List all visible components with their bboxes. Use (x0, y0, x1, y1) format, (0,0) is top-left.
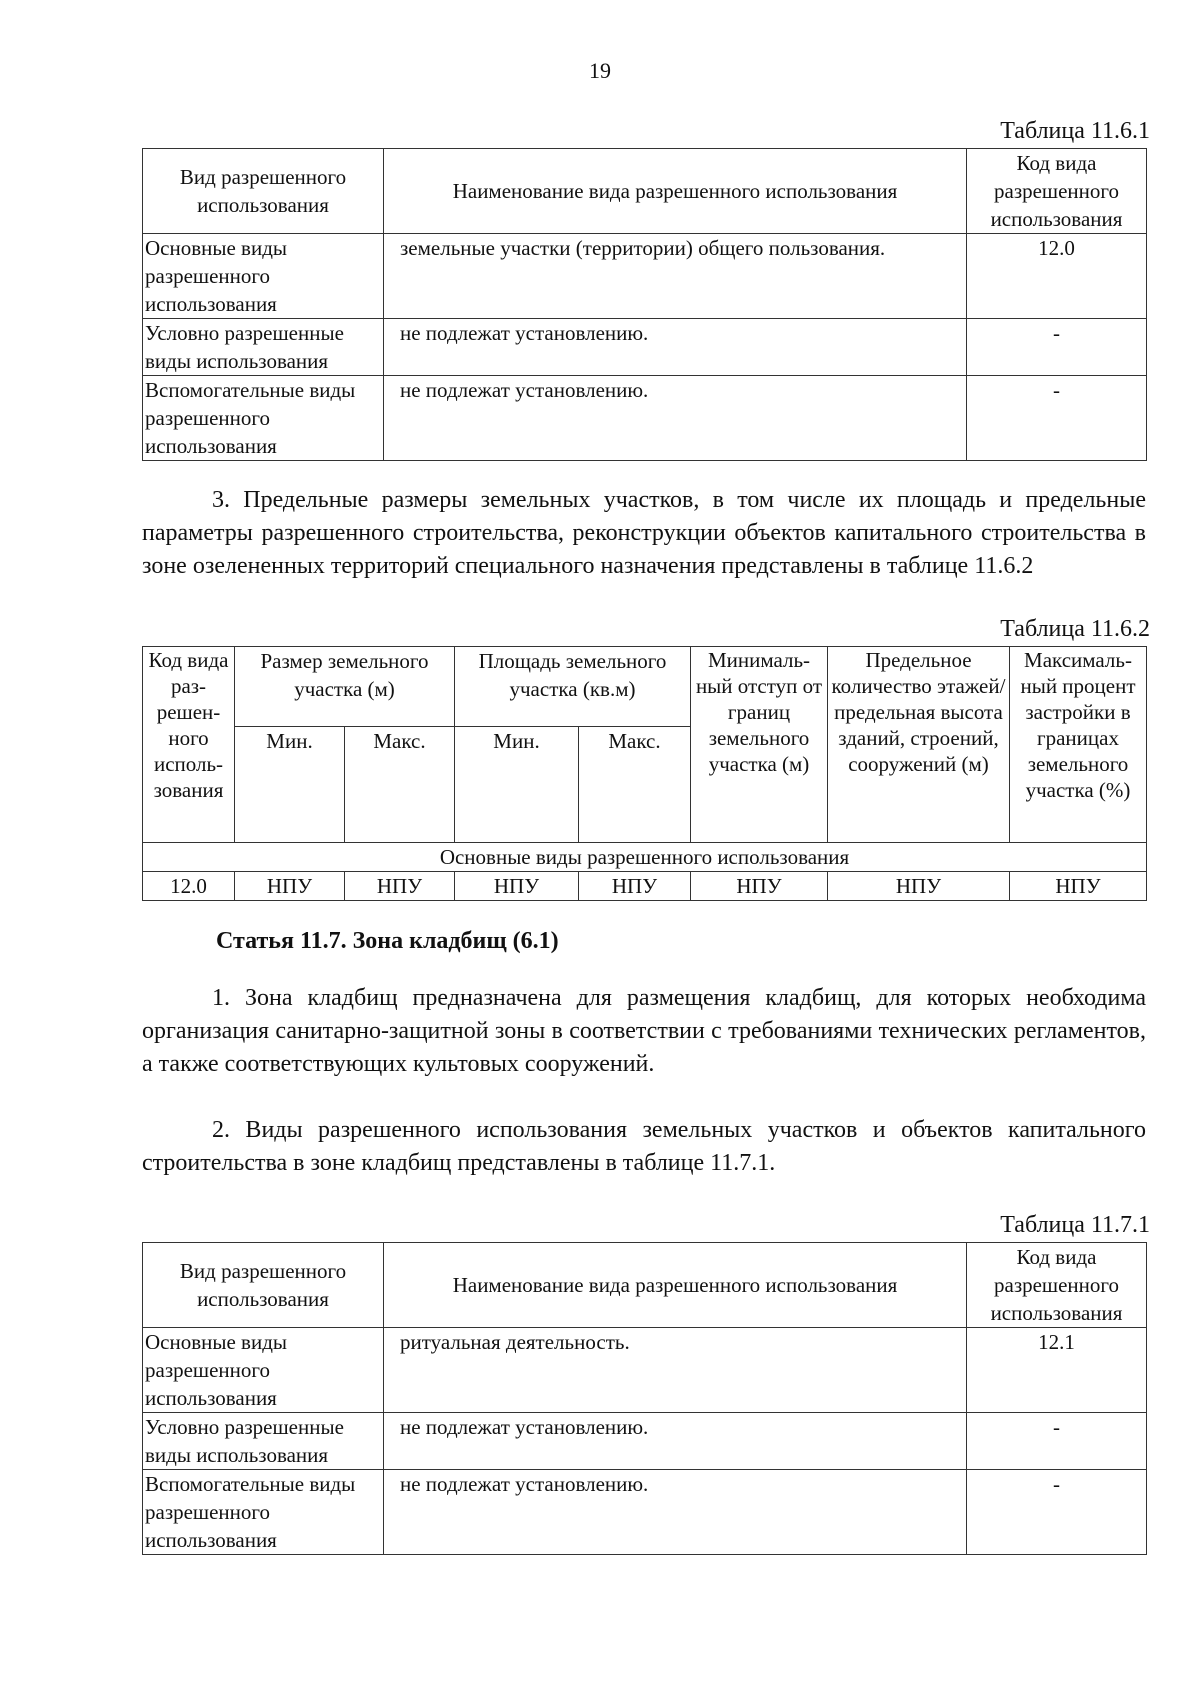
table-cell: не подлежат установлению. (384, 376, 967, 461)
article-title: Статья 11.7. Зона кладбищ (6.1) (216, 928, 559, 954)
table-row (143, 1328, 1147, 1413)
paragraph: 1. Зона кладбищ предназначена для размещения кладбищ, для которых необходима организация санитарно-защитной зоны в соответствии с требованиями технических регламентов, а также соответствующих культовых сооружений. (142, 985, 1146, 1077)
header-cell: Мин. (235, 727, 345, 843)
table-cell: 12.0 (967, 234, 1147, 319)
table-cell: НПУ (345, 872, 455, 901)
header-cell: Максималь-ный процент застройки в границах земельного участка (%) (1010, 647, 1147, 843)
header-cell: Минималь-ный отступ от границ земельного участка (м) (691, 647, 828, 843)
table-cell: не подлежат установлению. (384, 1470, 967, 1555)
table-cell: Условно разрешенные виды использования (143, 1413, 384, 1470)
table-caption: Таблица 11.6.2 (1000, 616, 1150, 642)
section-row: Основные виды разрешенного использования (143, 843, 1147, 872)
table-row (143, 1470, 1147, 1555)
table-cell: Вспомогательные виды разрешенного использования (143, 376, 384, 461)
header-cell: Макс. (345, 727, 455, 843)
header-cell: Код вида раз-решен-ного исполь-зования (143, 647, 235, 843)
header-cell: Мин. (455, 727, 579, 843)
header-cell: Вид разрешенного использования (143, 149, 384, 234)
table-row (143, 872, 1147, 901)
table-11-7-1 (142, 1242, 1147, 1555)
table-row (143, 376, 1147, 461)
table-cell: - (967, 1413, 1147, 1470)
table-row (143, 234, 1147, 319)
header-cell: Наименование вида разрешенного использования (384, 149, 967, 234)
table-11-6-2 (142, 646, 1147, 901)
table-cell: земельные участки (территории) общего пользования. (384, 234, 967, 319)
table-cell: - (967, 1470, 1147, 1555)
table-cell: Вспомогательные виды разрешенного использования (143, 1470, 384, 1555)
header-cell: Вид разрешенного использования (143, 1243, 384, 1328)
table-11-6-1 (142, 148, 1147, 461)
table-cell: Условно разрешенные виды использования (143, 319, 384, 376)
table-caption: Таблица 11.7.1 (1000, 1212, 1150, 1238)
header-cell: Код вида разрешенного использования (967, 1243, 1147, 1328)
header-cell: Размер земельного участка (м) (235, 647, 455, 727)
table-cell: НПУ (235, 872, 345, 901)
table-cell: НПУ (455, 872, 579, 901)
table-cell: НПУ (1010, 872, 1147, 901)
header-cell: Предельное количество этажей/ предельная высота зданий, строений, сооружений (м) (828, 647, 1010, 843)
table-cell: Основные виды разрешенного использования (143, 234, 384, 319)
table-cell: не подлежат установлению. (384, 1413, 967, 1470)
table-cell: 12.1 (967, 1328, 1147, 1413)
table-cell: НПУ (828, 872, 1010, 901)
table-cell: - (967, 376, 1147, 461)
header-cell: Наименование вида разрешенного использования (384, 1243, 967, 1328)
page-number: 19 (589, 58, 611, 83)
header-cell: Код вида разрешенного использования (967, 149, 1147, 234)
header-cell: Площадь земельного участка (кв.м) (455, 647, 691, 727)
table-row (143, 319, 1147, 376)
table-cell: ритуальная деятельность. (384, 1328, 967, 1413)
table-cell: НПУ (579, 872, 691, 901)
header-cell: Макс. (579, 727, 691, 843)
table-caption: Таблица 11.6.1 (1000, 118, 1150, 144)
table-cell: Основные виды разрешенного использования (143, 1328, 384, 1413)
paragraph: 2. Виды разрешенного использования земельных участков и объектов капитального строительства в зоне кладбищ представлены в таблице 11.7.1. (142, 1117, 1146, 1176)
table-row (143, 1413, 1147, 1470)
table-cell: - (967, 319, 1147, 376)
paragraph: 3. Предельные размеры земельных участков, в том числе их площадь и предельные параметры разрешенного строительства, реконструкции объектов капитального строительства в зоне озелененных территорий специального назначения представлены в таблице 11.6.2 (142, 487, 1146, 579)
table-cell: НПУ (691, 872, 828, 901)
table-cell: 12.0 (143, 872, 235, 901)
table-cell: не подлежат установлению. (384, 319, 967, 376)
